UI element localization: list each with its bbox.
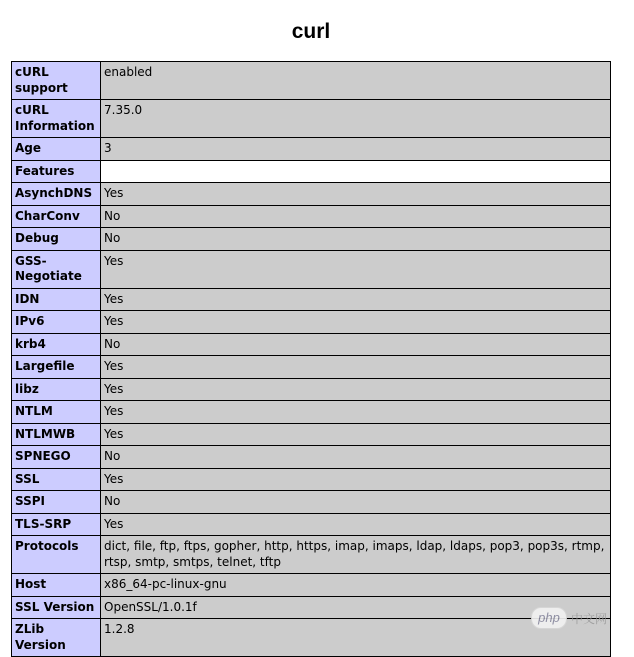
row-key: Protocols xyxy=(12,536,101,574)
table-row xyxy=(12,100,611,138)
table-row xyxy=(12,288,611,311)
table-row xyxy=(12,183,611,206)
row-value: enabled xyxy=(101,62,611,100)
row-key: SPNEGO xyxy=(12,446,101,469)
row-key: Largefile xyxy=(12,356,101,379)
row-value: Yes xyxy=(101,401,611,424)
row-value: dict, file, ftp, ftps, gopher, http, https, imap, imaps, ldap, ldaps, pop3, pop3s, rtmp, rtsp, smtp, smtps, telnet, tftp xyxy=(101,536,611,574)
row-key: NTLMWB xyxy=(12,423,101,446)
table-row xyxy=(12,491,611,514)
row-key: GSS-Negotiate xyxy=(12,250,101,288)
row-value: x86_64-pc-linux-gnu xyxy=(101,574,611,597)
table-row xyxy=(12,378,611,401)
row-key: IPv6 xyxy=(12,311,101,334)
row-key: Debug xyxy=(12,228,101,251)
table-row xyxy=(12,138,611,161)
row-value: Yes xyxy=(101,378,611,401)
row-key: AsynchDNS xyxy=(12,183,101,206)
row-value xyxy=(101,160,611,183)
table-row xyxy=(12,468,611,491)
table-row xyxy=(12,311,611,334)
row-key: Host xyxy=(12,574,101,597)
table-row xyxy=(12,333,611,356)
row-key: ZLib Version xyxy=(12,619,101,657)
curl-info-table-body xyxy=(12,62,611,657)
row-key: NTLM xyxy=(12,401,101,424)
row-key: CharConv xyxy=(12,205,101,228)
row-value: No xyxy=(101,205,611,228)
table-row xyxy=(12,619,611,657)
table-row xyxy=(12,62,611,100)
row-value: Yes xyxy=(101,468,611,491)
row-value: OpenSSL/1.0.1f xyxy=(101,596,611,619)
row-value: Yes xyxy=(101,356,611,379)
php-logo-icon: php xyxy=(531,607,567,629)
watermark-site-text: 中文网 xyxy=(571,611,608,626)
row-value: Yes xyxy=(101,250,611,288)
table-row xyxy=(12,250,611,288)
php-cn-watermark xyxy=(531,606,627,630)
row-value: No xyxy=(101,491,611,514)
row-key: SSL Version xyxy=(12,596,101,619)
row-key: SSL xyxy=(12,468,101,491)
row-value: Yes xyxy=(101,183,611,206)
row-key: krb4 xyxy=(12,333,101,356)
row-value: Yes xyxy=(101,288,611,311)
page-title: curl xyxy=(291,20,331,43)
row-key: libz xyxy=(12,378,101,401)
table-row xyxy=(12,446,611,469)
table-row xyxy=(12,596,611,619)
row-value: Yes xyxy=(101,513,611,536)
row-value: 7.35.0 xyxy=(101,100,611,138)
table-row xyxy=(12,574,611,597)
row-key: cURL support xyxy=(12,62,101,100)
row-key: IDN xyxy=(12,288,101,311)
row-value: No xyxy=(101,446,611,469)
row-key: TLS-SRP xyxy=(12,513,101,536)
row-key: SSPI xyxy=(12,491,101,514)
curl-info-table xyxy=(11,61,611,657)
table-row xyxy=(12,401,611,424)
table-row xyxy=(12,228,611,251)
table-row xyxy=(12,356,611,379)
row-value: Yes xyxy=(101,423,611,446)
table-row xyxy=(12,536,611,574)
row-key: Features xyxy=(12,160,101,183)
row-value: No xyxy=(101,228,611,251)
row-value: Yes xyxy=(101,311,611,334)
table-row xyxy=(12,205,611,228)
row-key: Age xyxy=(12,138,101,161)
table-row xyxy=(12,160,611,183)
row-key: cURL Information xyxy=(12,100,101,138)
row-value: No xyxy=(101,333,611,356)
row-value: 3 xyxy=(101,138,611,161)
table-row xyxy=(12,513,611,536)
table-row xyxy=(12,423,611,446)
row-value: 1.2.8 xyxy=(101,619,611,657)
